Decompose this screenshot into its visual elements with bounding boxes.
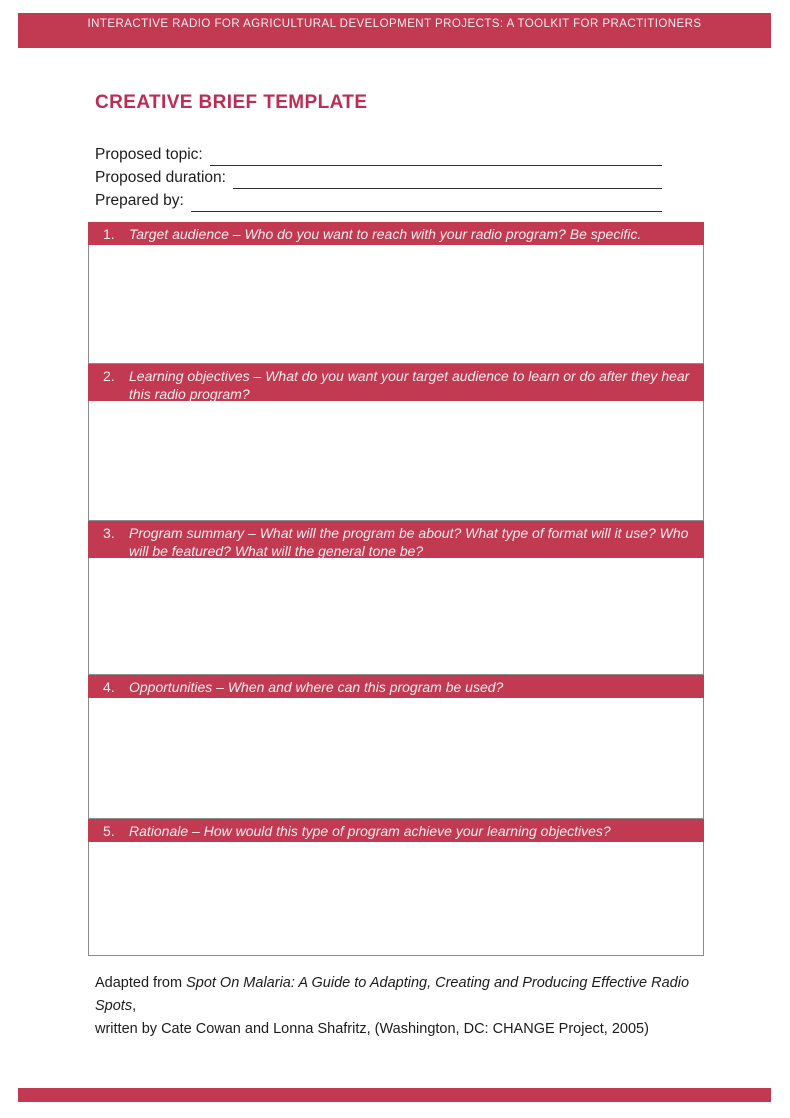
section-2-answer-box[interactable] xyxy=(88,401,704,521)
form-row-proposed-duration xyxy=(95,169,662,192)
section-2-number: 2. xyxy=(103,368,115,384)
creative-brief-sections xyxy=(88,222,704,956)
section-learning-objectives xyxy=(88,364,704,521)
attribution-prefix: Adapted from xyxy=(95,975,187,991)
proposed-topic-input[interactable] xyxy=(210,151,662,166)
attribution-source-title: Spot On Malaria: A Guide to Adapting, Creating and Producing Effective Radio Spots xyxy=(95,975,690,1014)
prepared-by-input[interactable] xyxy=(191,197,662,212)
attribution-line-2: written by Cate Cowan and Lonna Shafritz, (Washington, DC: CHANGE Project, 2005) xyxy=(95,1021,649,1037)
document-footer-bar xyxy=(18,1088,771,1102)
form-row-prepared-by xyxy=(95,192,662,215)
section-3-heading: Program summary – What will the program be about? What type of format will it use? Who will be featured? What will the general tone be? xyxy=(129,525,689,559)
section-rationale xyxy=(88,819,704,956)
attribution-note xyxy=(95,972,715,1041)
section-3-answer-box[interactable] xyxy=(88,558,704,675)
section-4-header xyxy=(88,675,704,698)
section-program-summary xyxy=(88,521,704,675)
attribution-line-1 xyxy=(95,972,715,1018)
section-target-audience xyxy=(88,222,704,364)
section-2-header xyxy=(88,364,704,401)
section-5-answer-box[interactable] xyxy=(88,842,704,956)
header-banner-text: INTERACTIVE RADIO FOR AGRICULTURAL DEVELOPMENT PROJECTS: A TOOLKIT FOR PRACTITIONERS xyxy=(87,18,702,30)
page-title: CREATIVE BRIEF TEMPLATE xyxy=(95,92,368,113)
proposed-duration-label: Proposed duration: xyxy=(95,169,226,186)
section-1-header xyxy=(88,222,704,245)
form-row-proposed-topic xyxy=(95,146,662,169)
section-5-number: 5. xyxy=(103,823,115,839)
section-3-number: 3. xyxy=(103,525,115,541)
section-3-header xyxy=(88,521,704,558)
section-1-answer-box[interactable] xyxy=(88,245,704,364)
section-1-number: 1. xyxy=(103,226,115,242)
section-1-heading: Target audience – Who do you want to reach with your radio program? Be specific. xyxy=(129,226,642,242)
section-5-heading: Rationale – How would this type of program achieve your learning objectives? xyxy=(129,823,611,839)
section-4-heading: Opportunities – When and where can this program be used? xyxy=(129,679,504,695)
section-5-header xyxy=(88,819,704,842)
proposed-topic-label: Proposed topic: xyxy=(95,146,203,163)
section-4-answer-box[interactable] xyxy=(88,698,704,819)
document-header-banner xyxy=(18,13,771,48)
prepared-by-label: Prepared by: xyxy=(95,192,184,209)
section-4-number: 4. xyxy=(103,679,115,695)
attribution-suffix: , xyxy=(132,998,137,1014)
proposed-duration-input[interactable] xyxy=(233,174,662,189)
header-form-fields xyxy=(95,146,662,215)
section-2-heading: Learning objectives – What do you want your target audience to learn or do after they hear this radio program? xyxy=(129,368,690,402)
section-opportunities xyxy=(88,675,704,819)
